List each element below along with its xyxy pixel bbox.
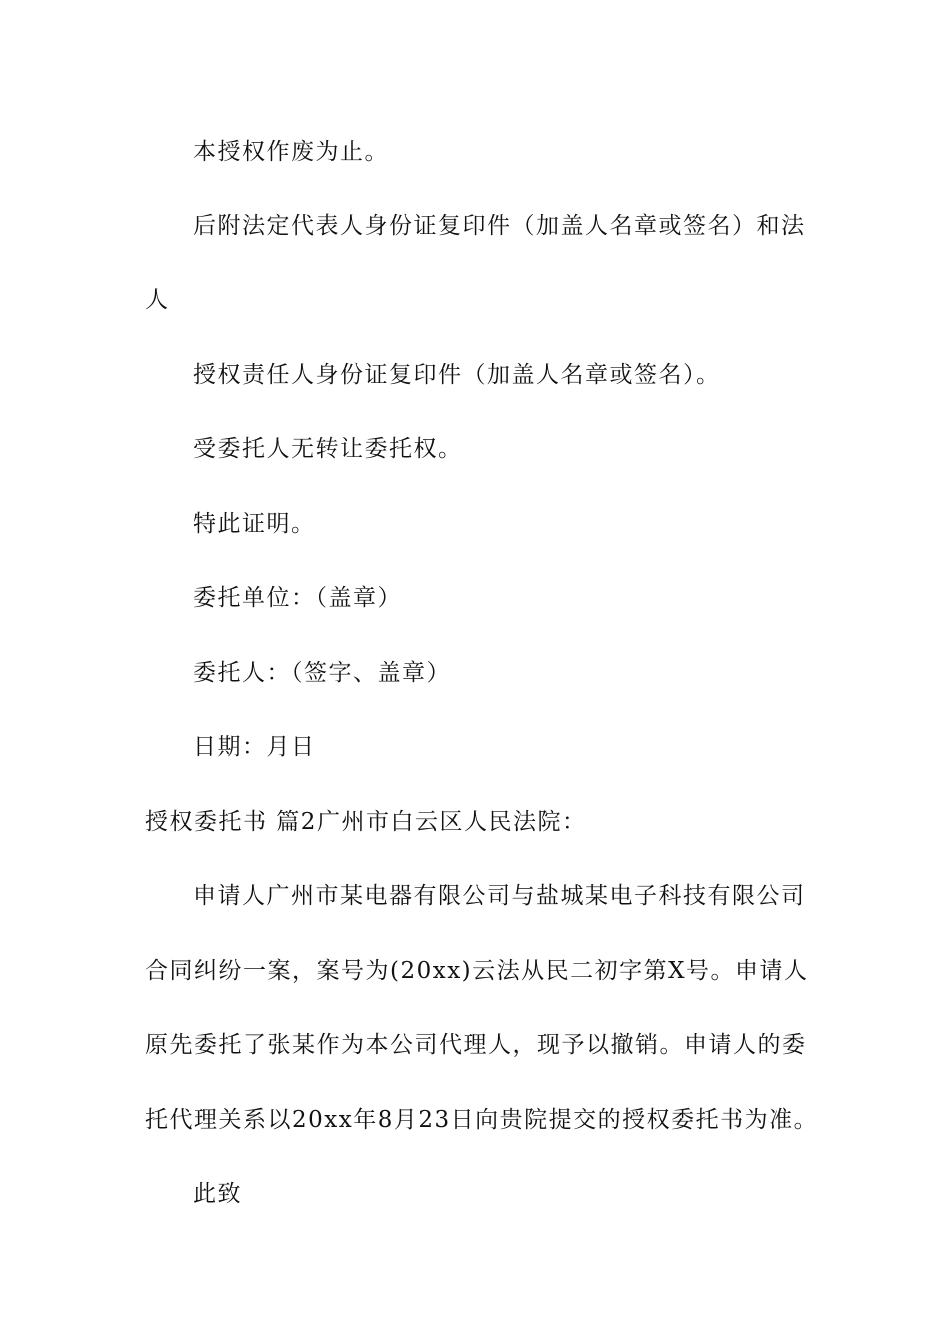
signature-date: 日期：月日 (193, 734, 316, 760)
paragraph-authorization-void: 本授权作废为止。 (193, 139, 389, 165)
paragraph-id-copy: 授权责任人身份证复印件（加盖人名章或签名）。 (193, 362, 721, 388)
paragraph-no-transfer: 受委托人无转让委托权。 (193, 436, 463, 462)
paragraph-attachments-continued: 人 (145, 287, 170, 313)
paragraph-applicant-line-1: 申请人广州市某电器有限公司与盐城某电子科技有限公司 (193, 883, 806, 909)
signature-entrusting-unit: 委托单位：（盖章） (193, 585, 402, 611)
paragraph-attachments: 后附法定代表人身份证复印件（加盖人名章或签名）和法 (193, 213, 806, 239)
paragraph-applicant-line-3: 原先委托了张某作为本公司代理人，现予以撤销。申请人的委 (145, 1032, 807, 1058)
signature-entrusting-person: 委托人：（签字、盖章） (193, 660, 451, 686)
paragraph-applicant-line-4: 托代理关系以20xx年8月23日向贵院提交的授权委托书为准。 (145, 1107, 819, 1133)
closing-salutation: 此致 (193, 1181, 242, 1207)
section-heading-article-2: 授权委托书 篇2广州市白云区人民法院： (145, 809, 587, 835)
paragraph-certify: 特此证明。 (193, 511, 316, 537)
paragraph-applicant-line-2: 合同纠纷一案，案号为(20xx)云法从民二初字第X号。申请人 (145, 958, 809, 984)
